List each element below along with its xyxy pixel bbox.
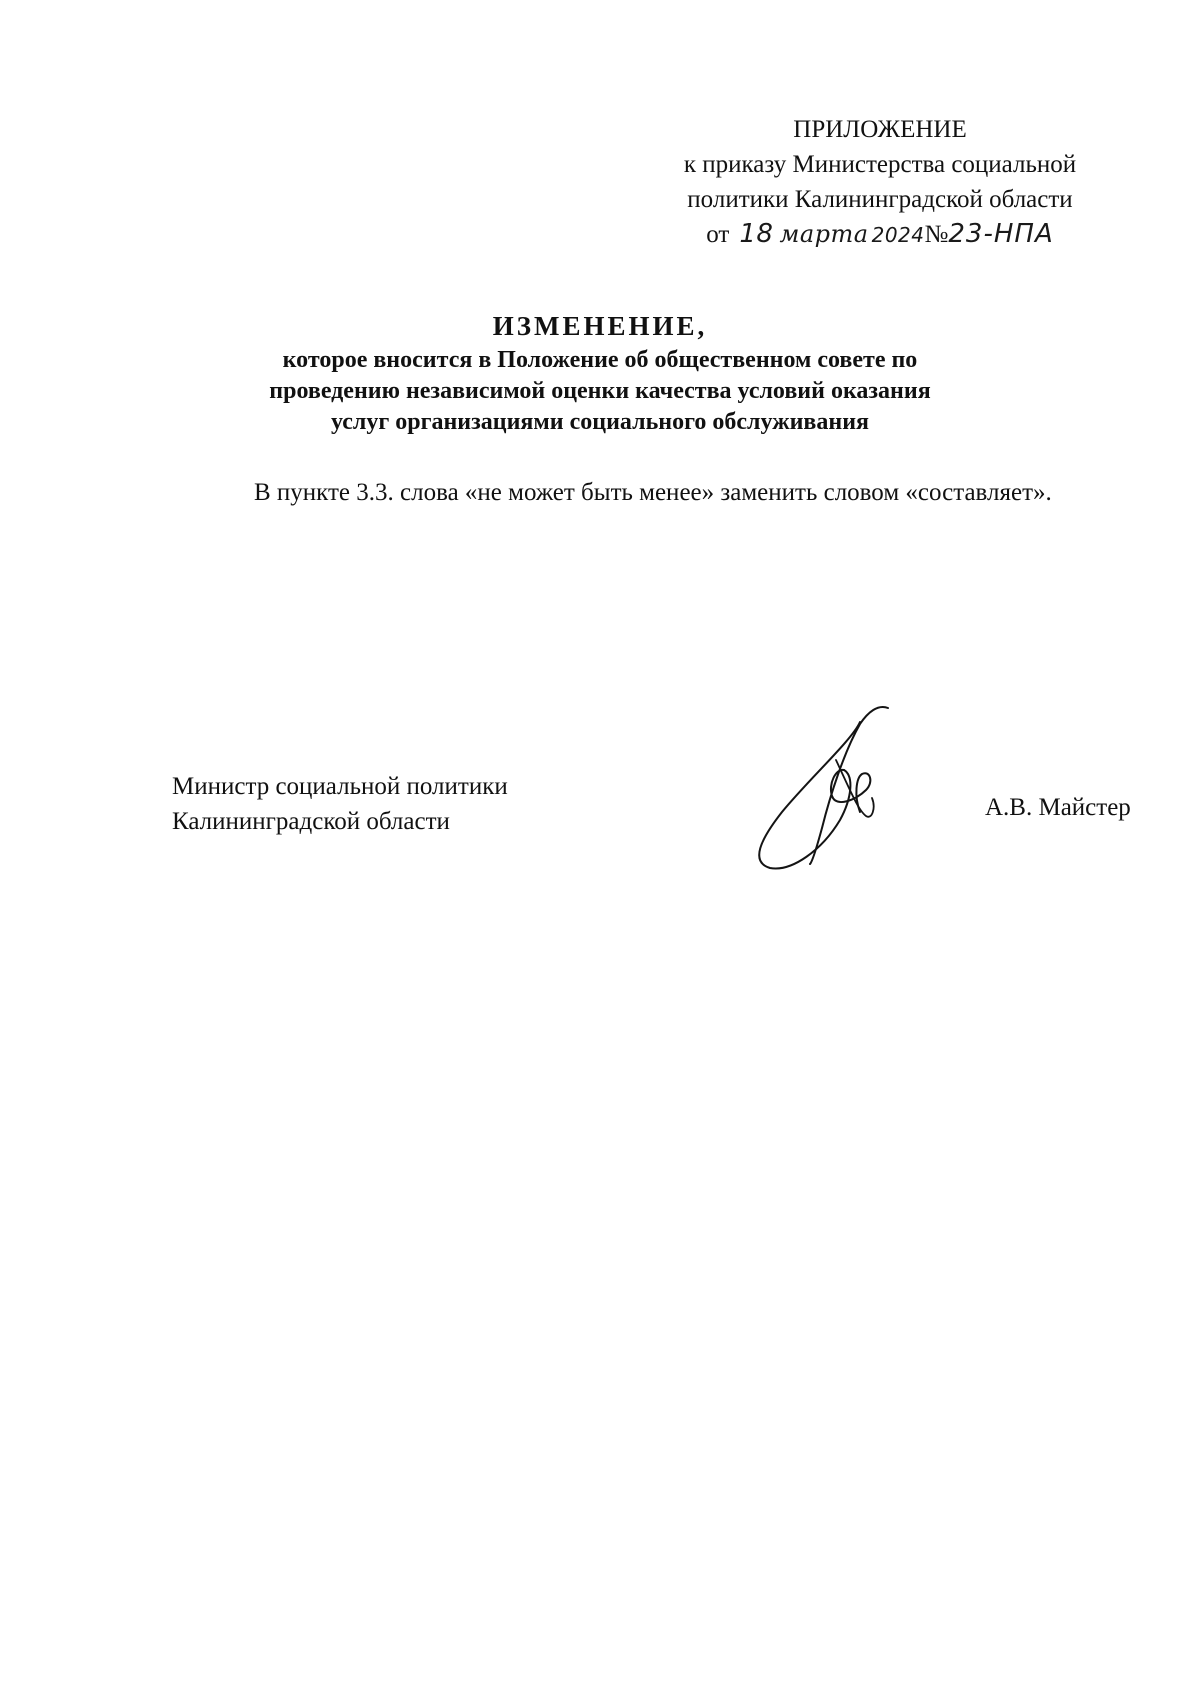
handwritten-day: 18 <box>739 219 774 249</box>
signer-name: А.В. Майстер <box>985 794 1131 821</box>
handwritten-month: марта <box>779 220 869 248</box>
signatory-position-line1: Министр социальной политики <box>172 773 508 800</box>
document-title-block <box>150 307 1050 438</box>
handwritten-year: 2024 <box>871 223 925 247</box>
handwritten-order-number: 23-НПА <box>948 219 1054 249</box>
signatory-position-line2: Калининградской области <box>172 808 450 835</box>
document-title: ИЗМЕНЕНИЕ, <box>492 311 708 341</box>
appendix-ministry-line: политики Калининградской области <box>687 186 1073 213</box>
appendix-heading: ПРИЛОЖЕНИЕ <box>793 116 967 143</box>
document-subtitle-line3: услуг организациями социального обслуживания <box>330 409 870 435</box>
document-subtitle-line2: проведению независимой оценки качества условий оказания <box>269 378 931 404</box>
number-sign: № <box>924 221 949 248</box>
document-subtitle-line1: которое вносится в Положение об общественном совете по <box>282 347 918 373</box>
appendix-order-line: к приказу Министерства социальной <box>683 151 1077 178</box>
body-paragraph <box>172 476 1162 510</box>
date-prefix: от <box>706 221 730 248</box>
body-paragraph-text: В пункте 3.3. слова «не может быть менее» заменить словом «составляет». <box>254 479 1052 506</box>
handwritten-signature <box>740 700 940 880</box>
appendix-header <box>620 112 1140 253</box>
signatory-position <box>172 769 508 839</box>
appendix-date-line <box>620 217 1140 253</box>
